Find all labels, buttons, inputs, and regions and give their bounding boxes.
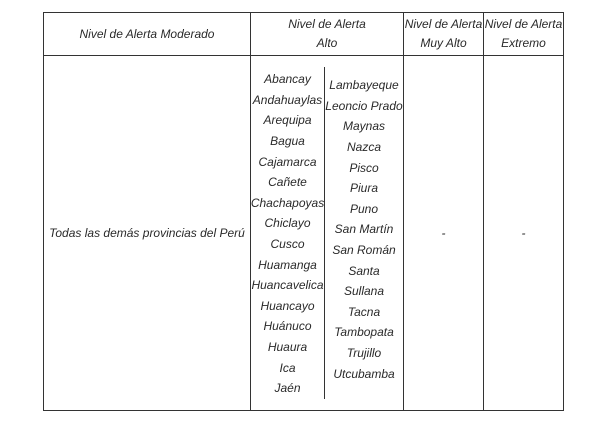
alto-cell xyxy=(251,56,404,411)
province-item: Pisco xyxy=(349,160,379,175)
header-muy-alto xyxy=(404,13,484,56)
alto-province-list-2 xyxy=(325,67,403,399)
header-alto xyxy=(251,13,404,56)
extremo-cell xyxy=(484,56,564,411)
header-moderado-label: Nivel de Alerta Moderado xyxy=(79,26,215,41)
muy-alto-cell xyxy=(404,56,484,411)
header-moderado xyxy=(44,13,251,56)
header-alto-line2: Alto xyxy=(316,36,338,50)
province-item: Piura xyxy=(349,181,378,196)
alto-province-list-1 xyxy=(251,67,325,399)
province-item: San Martín xyxy=(334,222,394,237)
province-item: Lambayeque xyxy=(329,78,399,93)
province-item: Arequipa xyxy=(263,113,312,128)
muy-alto-value: - xyxy=(441,226,446,240)
province-item: Huamanga xyxy=(258,257,317,272)
header-alto-line1: Nivel de Alerta xyxy=(288,17,366,31)
province-item: Huánuco xyxy=(263,319,312,334)
province-item: Huancayo xyxy=(260,298,315,313)
header-muy-alto-line1: Nivel de Alerta xyxy=(404,17,483,31)
province-item: Utcubamba xyxy=(333,366,395,381)
table-row xyxy=(44,56,564,411)
header-muy-alto-line2: Muy Alto xyxy=(420,36,467,50)
province-item: Trujillo xyxy=(346,345,382,360)
province-item: Chiclayo xyxy=(264,216,311,231)
province-item: Huancavelica xyxy=(251,278,324,293)
province-item: Santa xyxy=(348,263,380,278)
province-item: Sullana xyxy=(343,284,385,299)
province-item: Maynas xyxy=(342,119,386,134)
header-extremo-line2: Extremo xyxy=(501,36,546,50)
moderado-cell xyxy=(44,56,251,411)
province-item: Nazca xyxy=(346,140,381,155)
header-row xyxy=(44,13,564,56)
province-item: Leoncio Prado xyxy=(325,98,403,113)
province-item: Cañete xyxy=(268,175,307,190)
province-item: Cajamarca xyxy=(258,154,317,169)
province-item: Chachapoyas xyxy=(250,195,325,210)
province-item: Cusco xyxy=(270,237,305,251)
province-item: Andahuaylas xyxy=(252,92,323,107)
province-item: Ica xyxy=(279,360,296,375)
extremo-value: - xyxy=(521,226,526,240)
moderado-value: Todas las demás provincias del Perú xyxy=(49,226,245,240)
province-item: San Román xyxy=(332,243,396,257)
province-item: Huaura xyxy=(267,339,308,354)
province-item: Bagua xyxy=(270,134,305,149)
province-item: Abancay xyxy=(264,72,311,87)
header-extremo xyxy=(484,13,564,56)
province-item: Tambopata xyxy=(334,325,394,340)
province-item: Puno xyxy=(349,201,379,216)
province-item: Tacna xyxy=(347,304,381,319)
alert-level-table xyxy=(43,12,564,411)
province-item: Jaén xyxy=(274,381,301,396)
header-extremo-line1: Nivel de Alerta xyxy=(484,17,563,31)
